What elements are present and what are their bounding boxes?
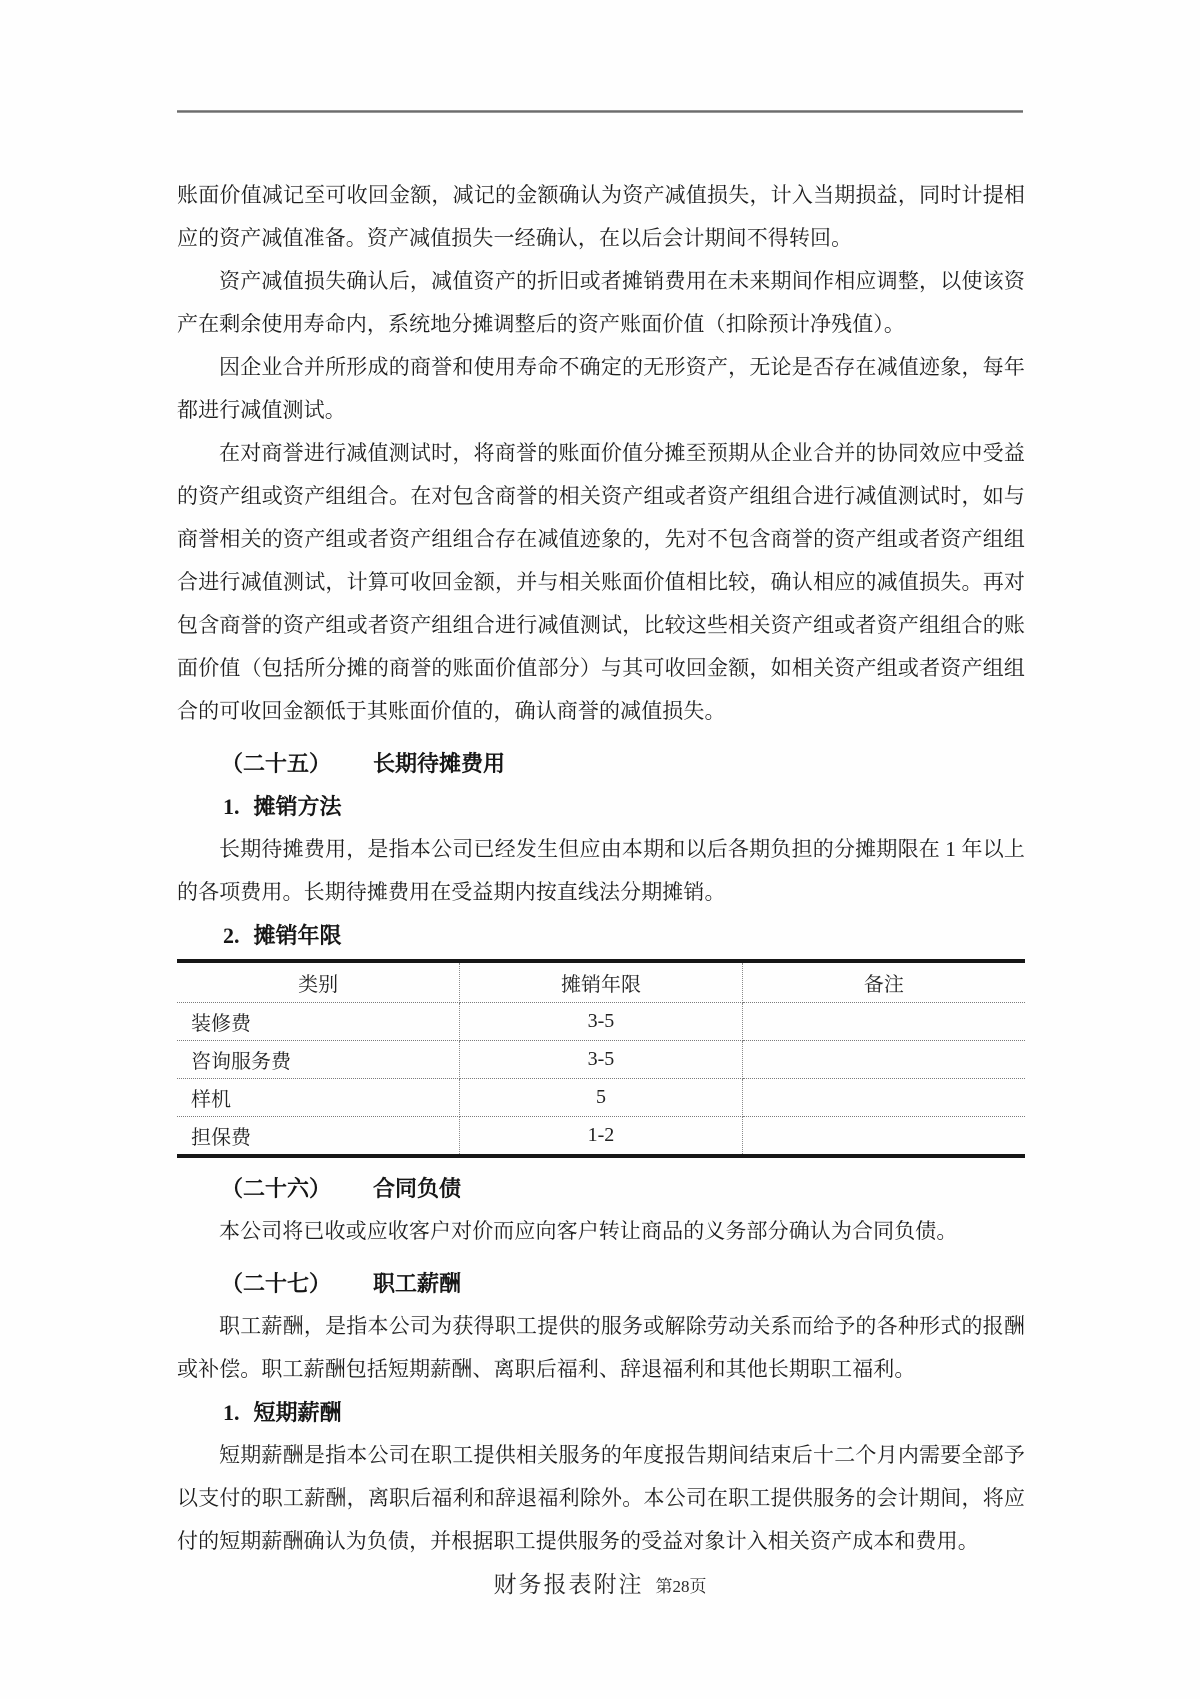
cell-note xyxy=(742,1079,1025,1117)
subsection-number: 1. xyxy=(223,794,240,819)
paragraph-short-term-pay: 短期薪酬是指本公司在职工提供相关服务的年度报告期间结束后十二个月内需要全部予以支付的职工薪酬，离职后福利和辞退福利除外。本公司在职工提供服务的会计期间，将应付的短期薪酬确认为负债，并根据职工提供服务的受益对象计入相关资产成本和费用。 xyxy=(177,1443,1025,1553)
section-26-title: 合同负债 xyxy=(373,1176,462,1201)
amortization-years-table xyxy=(177,959,1025,1158)
column-header-years: 摊销年限 xyxy=(460,961,743,1003)
paragraph-goodwill-test-detail: 在对商誉进行减值测试时，将商誉的账面价值分摊至预期从企业合并的协同效应中受益的资产组或资产组组合。在对包含商誉的相关资产组或者资产组组合进行减值测试时，如与商誉相关的资产组或者资产组组合存在减值迹象的，先对不包含商誉的资产组或者资产组组合进行减值测试，计算可收回金额，并与相关账面价值相比较，确认相应的减值损失。再对包含商誉的资产组或者资产组组合进行减值测试，比较这些相关资产组或者资产组组合的账面价值（包括所分摊的商誉的账面价值部分）与其可收回金额，如相关资产组或者资产组组合的可收回金额低于其账面价值的，确认商誉的减值损失。 xyxy=(177,441,1025,723)
section-heading-27 xyxy=(177,1262,1025,1305)
paragraph-contract-liability: 本公司将已收或应收客户对价而应向客户转让商品的义务部分确认为合同负债。 xyxy=(219,1219,958,1243)
section-heading-25 xyxy=(177,742,1025,785)
subsection-number: 1. xyxy=(223,1400,240,1425)
cell-category: 装修费 xyxy=(177,1003,460,1041)
table-header-row xyxy=(177,961,1025,1003)
cell-category: 咨询服务费 xyxy=(177,1041,460,1079)
cell-years: 3-5 xyxy=(460,1003,743,1041)
paragraph-impairment-adjustment: 资产减值损失确认后，减值资产的折旧或者摊销费用在未来期间作相应调整，以使该资产在剩余使用寿命内，系统地分摊调整后的资产账面价值（扣除预计净残值）。 xyxy=(177,269,1025,336)
section-26-number: （二十六） xyxy=(221,1176,332,1201)
subsection-heading-short-term-pay xyxy=(177,1391,1025,1434)
cell-category: 担保费 xyxy=(177,1117,460,1157)
section-27-title: 职工薪酬 xyxy=(373,1271,462,1296)
table-row xyxy=(177,1041,1025,1079)
section-25-number: （二十五） xyxy=(221,751,332,776)
cell-years: 1-2 xyxy=(460,1117,743,1157)
column-header-note: 备注 xyxy=(742,961,1025,1003)
header-rule xyxy=(177,110,1023,113)
section-27-number: （二十七） xyxy=(221,1271,332,1296)
subsection-heading-amortization-method xyxy=(177,785,1025,828)
cell-note xyxy=(742,1117,1025,1157)
footer-title: 财务报表附注 xyxy=(493,1572,644,1597)
page-content xyxy=(177,174,1025,1563)
paragraph-amortization-method: 长期待摊费用，是指本公司已经发生但应由本期和以后各期负担的分摊期限在 1 年以上的各项费用。长期待摊费用在受益期内按直线法分期摊销。 xyxy=(177,837,1025,904)
cell-years: 3-5 xyxy=(460,1041,743,1079)
paragraph-employee-compensation: 职工薪酬，是指本公司为获得职工提供的服务或解除劳动关系而给予的各种形式的报酬或补偿。职工薪酬包括短期薪酬、离职后福利、辞退福利和其他长期职工福利。 xyxy=(177,1314,1025,1381)
column-header-category: 类别 xyxy=(177,961,460,1003)
subsection-title: 摊销年限 xyxy=(253,923,342,948)
table-row xyxy=(177,1003,1025,1041)
cell-years: 5 xyxy=(460,1079,743,1117)
paragraph-goodwill-annual-test: 因企业合并所形成的商誉和使用寿命不确定的无形资产，无论是否存在减值迹象，每年都进行减值测试。 xyxy=(177,355,1025,422)
section-25-title: 长期待摊费用 xyxy=(373,751,506,776)
footer-page-number: 第28页 xyxy=(655,1577,707,1596)
table-row xyxy=(177,1079,1025,1117)
subsection-title: 短期薪酬 xyxy=(253,1400,342,1425)
section-heading-26 xyxy=(177,1167,1025,1210)
table-row xyxy=(177,1117,1025,1157)
cell-note xyxy=(742,1003,1025,1041)
paragraph-impairment-continuation: 账面价值减记至可收回金额，减记的金额确认为资产减值损失，计入当期损益，同时计提相应的资产减值准备。资产减值损失一经确认，在以后会计期间不得转回。 xyxy=(177,183,1025,250)
subsection-heading-amortization-years xyxy=(177,914,1025,957)
subsection-title: 摊销方法 xyxy=(253,794,342,819)
page-footer xyxy=(0,1566,1200,1599)
cell-category: 样机 xyxy=(177,1079,460,1117)
subsection-number: 2. xyxy=(223,923,240,948)
cell-note xyxy=(742,1041,1025,1079)
